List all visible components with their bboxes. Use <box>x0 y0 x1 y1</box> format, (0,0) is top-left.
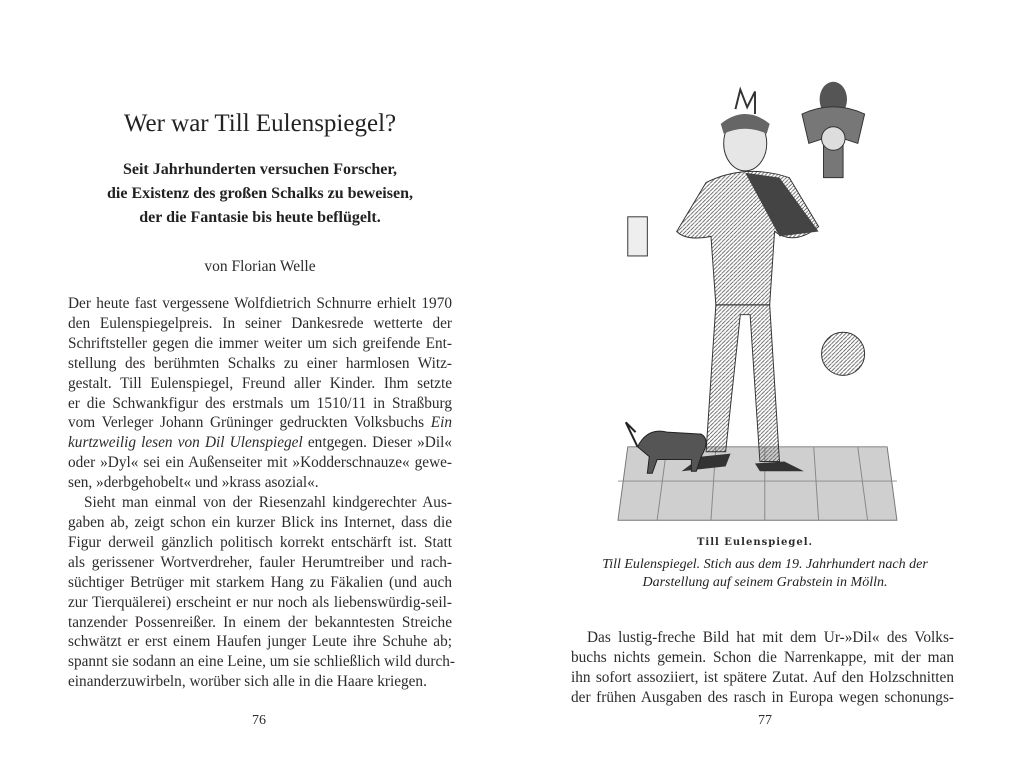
text-segment: zur Tierquälerei) erscheint er nur noch als liebenswürdig-seil- <box>68 593 452 611</box>
body-text <box>68 294 455 692</box>
text-line <box>68 394 452 414</box>
text-line <box>68 334 452 354</box>
text-line <box>571 648 954 668</box>
text-segment: einanderzuwirbeln, worüber sich alle in die Haare kriegen. <box>68 673 427 691</box>
text-line <box>68 413 452 433</box>
text-line <box>68 652 455 672</box>
text-line <box>68 632 452 652</box>
text-line <box>68 453 452 473</box>
text-line <box>68 672 452 692</box>
text-line <box>68 593 452 613</box>
page-number: 76 <box>252 713 266 728</box>
text-line <box>68 473 452 493</box>
text-line <box>68 533 452 553</box>
article-title: Wer war Till Eulenspiegel? <box>123 110 397 137</box>
text-line <box>571 628 954 648</box>
text-segment: tanzender Possenreißer. In einem der bekanntesten Streiche <box>68 613 452 631</box>
text-segment: Schriftsteller gegen die immer weiter um sich greifende Ent- <box>68 334 452 352</box>
text-line <box>68 553 452 573</box>
text-line <box>68 294 452 314</box>
text-segment: vom Verleger Johann Grüninger gedruckten Volksbuchs <box>68 414 431 432</box>
engraving-plate-label: Till Eulenspiegel. <box>696 537 814 548</box>
text-segment: als gerissener Wortverdreher, fauler Herumtreiber und rach- <box>68 553 452 571</box>
text-segment: süchtiger Betrüger mit starkem Hang zu Fäkalien (und auch <box>68 573 452 591</box>
text-line <box>68 354 452 374</box>
text-segment: schwätzt er erst einem Haufen junger Leute ihre Schuhe ab; <box>68 633 452 651</box>
text-line <box>68 314 452 334</box>
italic-book-title: kurtzweilig lesen von Dil Ulenspiegel <box>68 434 303 452</box>
subtitle-line: Seit Jahrhunderten versuchen Forscher, <box>122 161 398 178</box>
right-page <box>510 0 1020 779</box>
author-byline: von Florian Welle <box>204 258 316 275</box>
figure-caption <box>550 556 980 592</box>
owl-mirror-emblem <box>802 82 865 178</box>
subtitle-line: die Existenz des großen Schalks zu beweisen, <box>107 185 413 202</box>
text-segment: ihn sofort assoziiert, ist spätere Zutat. Auf den Holzschnitten <box>571 668 954 686</box>
text-segment: spannt sie sodann an eine Leine, um sie schließlich wild durch- <box>68 653 455 671</box>
text-line <box>571 688 954 708</box>
text-segment: entgegen. Dieser »Dil« <box>302 434 452 452</box>
text-line <box>68 493 452 513</box>
page-number: 77 <box>758 713 772 728</box>
text-line <box>68 374 452 394</box>
body-text <box>571 628 954 708</box>
text-line <box>68 433 452 453</box>
text-segment: gaben ab, zeigt schon ein kurzer Blick ins Internet, dass die <box>68 513 452 531</box>
article-subtitle <box>68 158 452 230</box>
text-segment: der frühen Ausgaben des rasch in Europa wegen schonungs- <box>571 688 954 706</box>
text-segment: oder »Dyl« sei ein Außenseiter mit »Kodderschnauze« gewe- <box>68 454 452 472</box>
till-eulenspiegel-engraving <box>605 70 905 530</box>
caption-line: Till Eulenspiegel. Stich aus dem 19. Jahrhundert nach der <box>602 557 928 572</box>
text-line <box>68 613 452 633</box>
text-segment: er die Schwankfigur des erstmals um 1510/11 in Straßburg <box>68 394 452 412</box>
text-line <box>68 513 452 533</box>
text-segment: Das lustig-freche Bild hat mit dem Ur-»Dil« des Volks- <box>587 629 954 646</box>
text-segment: Der heute fast vergessene Wolfdietrich Schnurre erhielt 1970 <box>68 295 452 312</box>
text-segment: buchs nichts gemein. Schon die Narrenkappe, mit der man <box>571 648 954 666</box>
text-line <box>68 573 452 593</box>
text-segment: Sieht man einmal von der Riesenzahl kindgerechter Aus- <box>84 494 452 512</box>
italic-book-title: Ein <box>430 414 452 432</box>
text-line <box>571 668 954 688</box>
text-segment: gestalt. Till Eulenspiegel, Freund aller Kinder. Ihm setzte <box>68 374 452 392</box>
text-segment: stellung des berühmten Schalks zu einer harmlosen Witz- <box>68 354 452 372</box>
subtitle-line: der die Fantasie bis heute beflügelt. <box>139 209 381 226</box>
text-segment: Figur derweil gänzlich politisch korrekt entschärft ist. Statt <box>68 533 452 551</box>
text-segment: sen, »derbgehobelt« und »krass asozial«. <box>68 474 319 492</box>
text-segment: den Eulenspiegelpreis. In seiner Dankesrede wetterte der <box>68 314 452 332</box>
caption-line: Darstellung auf seinem Grabstein in Mölln. <box>642 575 888 590</box>
